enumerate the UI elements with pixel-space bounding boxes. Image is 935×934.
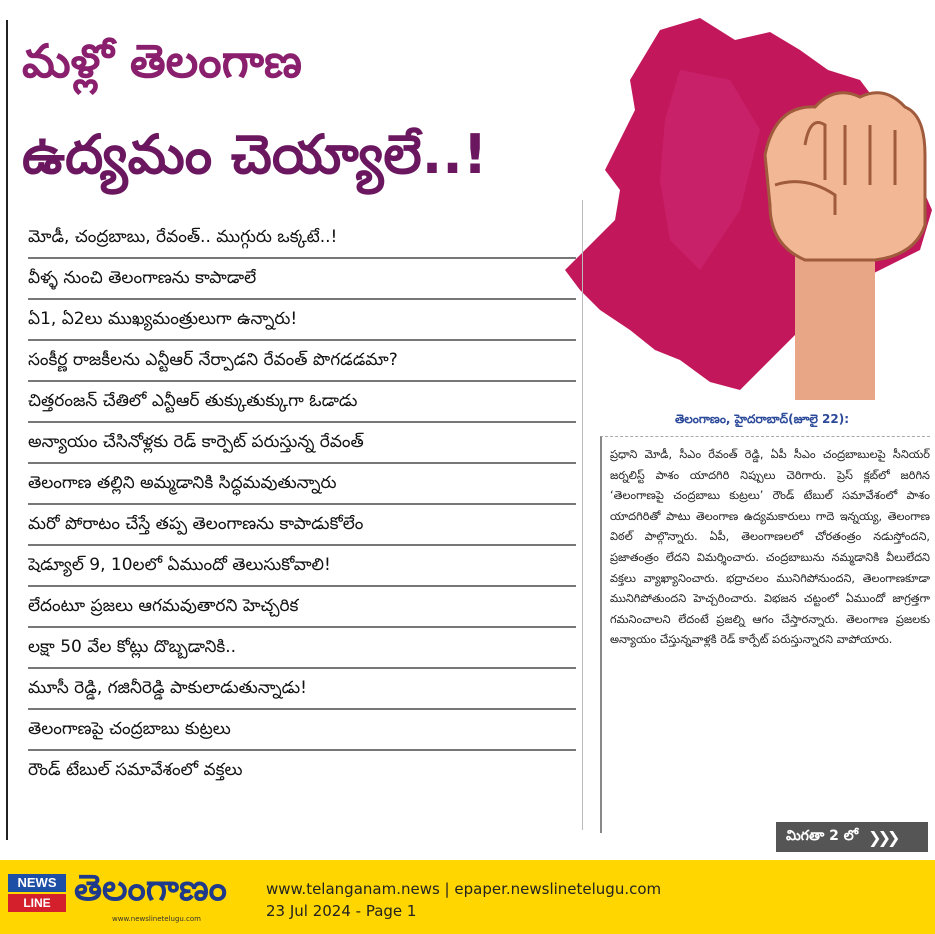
telangana-map-illustration (560, 10, 935, 400)
headline-line-1: మళ్లో తెలంగాణ (22, 34, 302, 88)
subheadline: వీళ్ళ నుంచి తెలంగాణను కాపాడాలే (28, 259, 576, 300)
subheadline: మూసీ రెడ్డి, గజినీరెడ్డి పాకులాడుతున్నాడు! (28, 669, 576, 710)
column-divider (582, 200, 583, 830)
double-chevron-right-icon: ❯❯❯ (868, 827, 897, 847)
brand-name: తెలంగాణం (74, 868, 227, 909)
subheadline: షెడ్యూల్ 9, 10లలో ఏముందో తెలుసుకోవాలి! (28, 546, 576, 587)
subheadline-list (28, 218, 576, 790)
brand-url: www.newslinetelugu.com (112, 915, 201, 923)
subheadline: అన్యాయం చేసినోళ్లకు రెడ్ కార్పెట్ పరుస్తున్న రేవంత్ (28, 423, 576, 464)
footer-bar (0, 860, 935, 934)
subheadline: తెలంగాణ తల్లిని అమ్మడానికి సిద్ధమవుతున్నారు (28, 464, 576, 505)
left-border-rule (6, 20, 8, 840)
logo-news-text: NEWS (8, 874, 66, 892)
raised-fist-icon (765, 93, 925, 400)
story-body: ప్రధాని మోడీ, సీఎం రేవంత్ రెడ్డి, ఏపీ సీఎం చంద్రబాబులపై సీనియర్ జర్నలిస్ట్ పాశం యాదగిరి నిప్పులు చెరిగారు. ప్రెస్ క్లబ్‌లో జరిగిన ‘తెలంగాణపై చంద్రబాబు కుట్రలు’ రౌండ్ టేబుల్ సమావేశంలో పాశం యాదగిరితో పాటు తెలంగాణ ఉద్యమకారులు గాదె ఇన్నయ్య, తెలంగాణ విఠల్ పాల్గొన్నారు. ఏపీ, తెలంగాణలలో చోరతంత్రం నడుస్తోందని, ప్రజాతంత్రం లేదని విమర్శించారు. చంద్రబాబును నమ్మడానికి వీలులేదని వక్తలు వ్యాఖ్యానించారు. భద్రాచలం మునిగిపోనుందని, తెలంగాణకూడా మునిగిపోతుందని హెచ్చరించారు. విభజన చట్టంలో ఏముందో జాగ్రత్తగా గమనించాలని లేదంటే ప్రజల్ని ఆగం చేస్తారన్నారు. తెలంగాణ ప్రజలకు అన్యాయం చేస్తున్నవాళ్లకి రెడ్ కార్పేట్ పరుస్తున్నారని వాపోయారు. (600, 436, 930, 833)
subheadline: ఏ1, ఏ2లు ముఖ్యమంత్రులుగా ఉన్నారు! (28, 300, 576, 341)
continue-label: మిగతా 2 లో (786, 827, 859, 844)
headline-line-2: ఉద్యమం చెయ్యాలే..! (22, 123, 488, 186)
map-fist-graphic (560, 10, 935, 400)
subheadline: లేదంటూ ప్రజలు ఆగమవుతారని హెచ్చరిక (28, 587, 576, 628)
newsline-logo[interactable] (8, 874, 66, 918)
subheadline: మరో పోరాటం చేస్తే తప్ప తెలంగాణను కాపాడుకోలేం (28, 505, 576, 546)
subheadline: మోడీ, చంద్రబాబు, రేవంత్.. ముగ్గురు ఒక్కటే..! (28, 218, 576, 259)
continue-on-page-2-button[interactable] (776, 822, 928, 852)
subheadline: లక్షా 50 వేల కోట్లు దొబ్బడానికి.. (28, 628, 576, 669)
story-dateline: తెలంగాణం, హైదరాబాద్(జూలై 22): (674, 412, 850, 426)
subheadline: సంకీర్ణ రాజకీలను ఎన్టీఆర్ నేర్పాడని రేవంత్ పొగడడమా? (28, 341, 576, 382)
logo-line-text: LINE (8, 894, 66, 912)
footer-site-links[interactable]: www.telanganam.news | epaper.newslinetelugu.com (266, 880, 662, 898)
subheadline: చిత్తరంజన్ చేతిలో ఎన్టీఆర్ తుక్కుతుక్కుగా ఓడాడు (28, 382, 576, 423)
subheadline: తెలంగాణపై చంద్రబాబు కుట్రలు (28, 710, 576, 751)
subheadline: రౌండ్ టేబుల్ సమావేశంలో వక్తలు (28, 760, 243, 780)
footer-date-page: 23 Jul 2024 - Page 1 (266, 902, 417, 920)
